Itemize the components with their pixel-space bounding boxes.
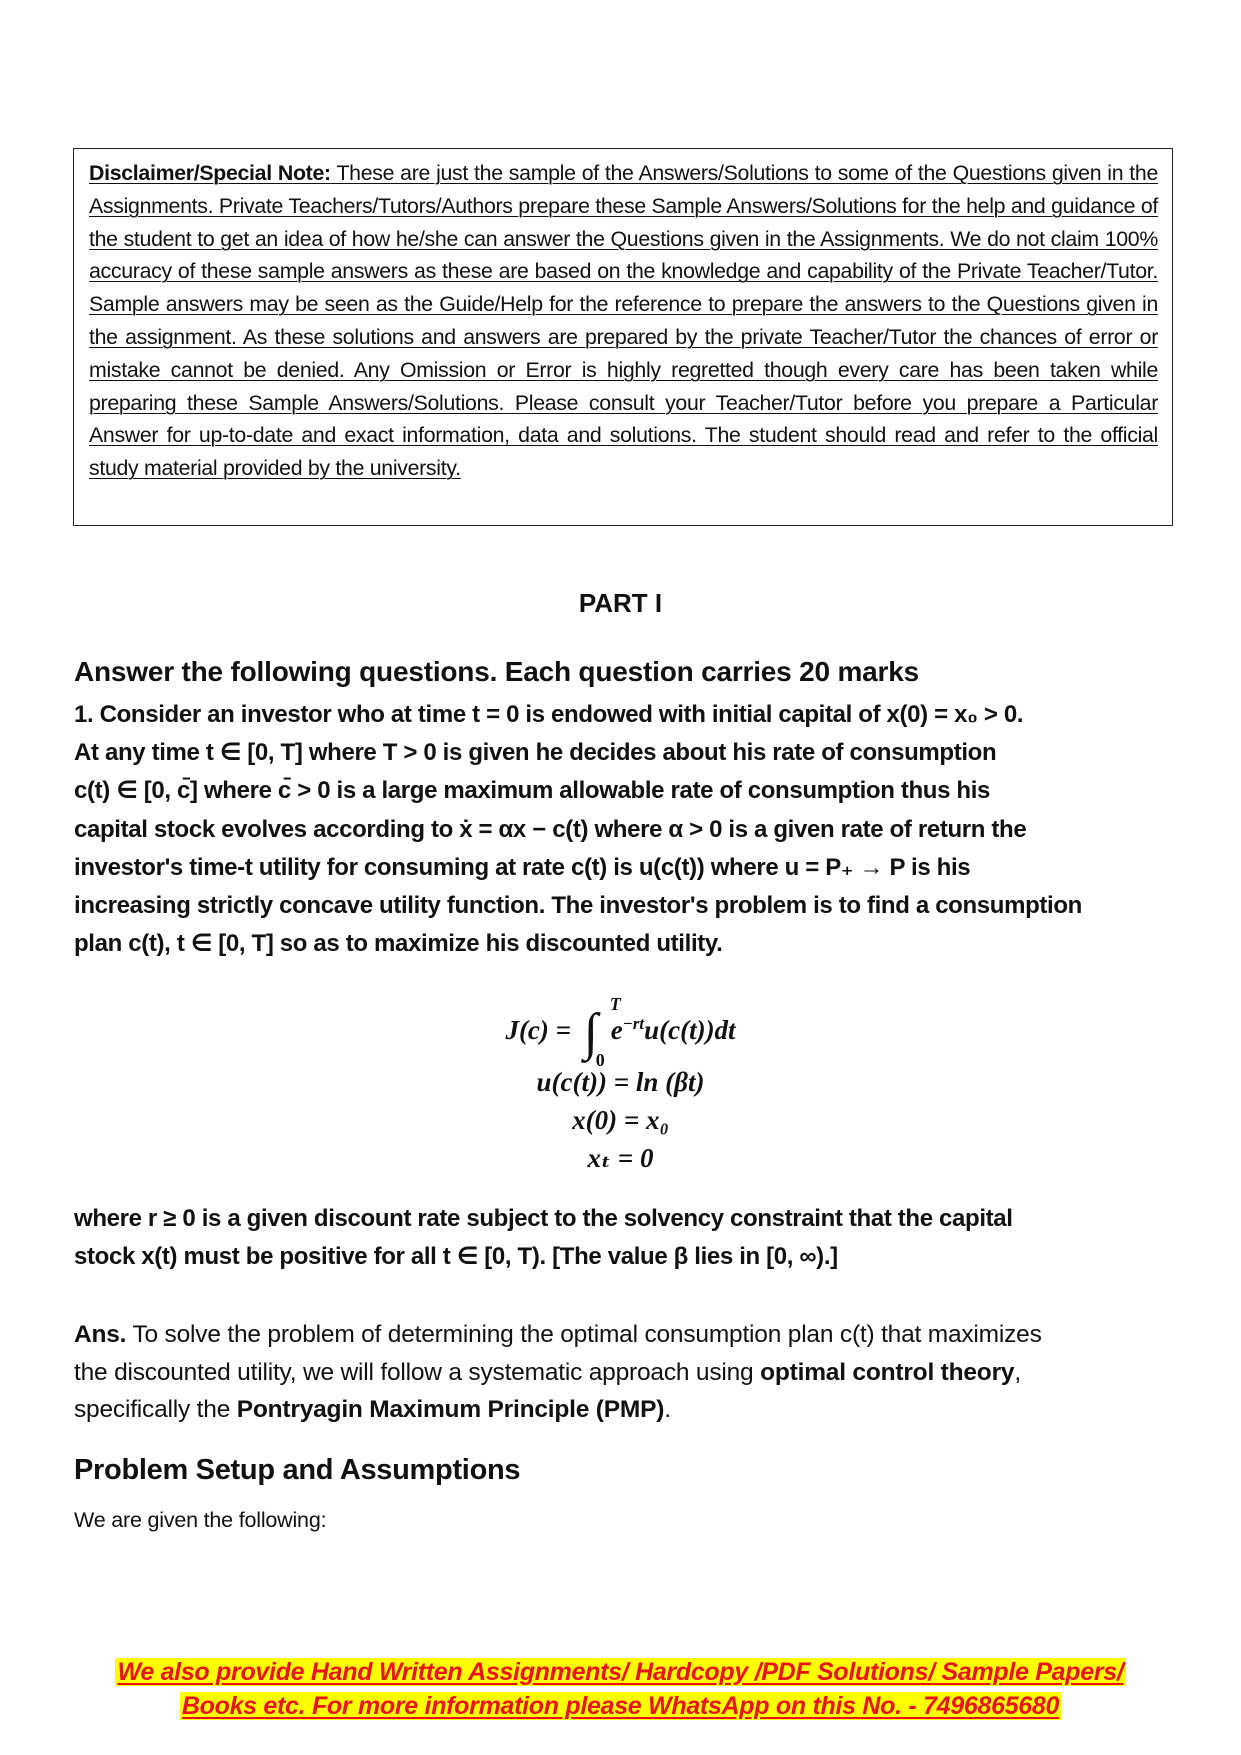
question-line: capital stock evolves according to ẋ = αx − c(t) where α > 0 is a given rate of return the — [74, 815, 1027, 843]
answer-emphasis: optimal control theory — [760, 1358, 1015, 1386]
constraint-text — [74, 1200, 1184, 1276]
promo-banner — [0, 1655, 1241, 1723]
question-line: plan c(t), t ∈ [0, T] so as to maximize his discounted utility. — [74, 930, 723, 958]
question-1 — [74, 696, 1184, 963]
question-line: investor's time-t utility for consuming at rate c(t) is u(c(t)) where u = P₊ → P is his — [74, 853, 971, 881]
question-line: 1. Consider an investor who at time t = 0 is endowed with initial capital of x(0) = x₀ > 0. — [74, 701, 1024, 728]
integral-upper-limit: T — [609, 993, 621, 1014]
disclaimer-label: Disclaimer/Special Note: — [89, 161, 331, 185]
constraint-line: where r ≥ 0 is a given discount rate subject to the solvency constraint that the capital — [74, 1205, 1013, 1232]
answer-text: . — [664, 1396, 671, 1424]
instructions-heading: Answer the following questions. Each question carries 20 marks — [74, 656, 919, 687]
equation-block — [0, 985, 1241, 1177]
answer-text: , — [1014, 1358, 1021, 1386]
answer-line — [74, 1354, 1184, 1392]
question-line: c(t) ∈ [0, c̄] where c̄ > 0 is a large maximum allowable rate of consumption thus his — [74, 777, 991, 805]
terminal-condition: xₜ = 0 — [587, 1143, 654, 1173]
answer-label: Ans. — [74, 1321, 127, 1348]
constraint-line: stock x(t) must be positive for all t ∈ [0, T). [The value β lies in [0, ∞).] — [74, 1243, 838, 1271]
promo-line: We also provide Hand Written Assignments/ Hardcopy /PDF Solutions/ Sample Papers/ — [117, 1658, 1124, 1686]
answer-line — [74, 1316, 1184, 1354]
integrand-base: e — [610, 1015, 623, 1045]
question-line: At any time t ∈ [0, T] where T > 0 is given he decides about his rate of consumption — [74, 739, 997, 767]
disclaimer-box — [73, 148, 1173, 526]
disclaimer-body: These are just the sample of the Answers/Solutions to some of the Questions given in the Assignments. Private Teachers/Tutors/Authors prepare these Sample Answers/Solutions for the help and guidance of the student to get an idea of how he/she can answer the Questions given in the Assignments. We do not claim 100% accuracy of these sample answers as these are based on the knowledge and capability of the Private Teacher/Tutor. Sample answers may be seen as the Guide/Help for the reference to prepare the answers to the Questions given in the assignment. As these solutions and answers are prepared by the private Teacher/Tutor the chances of error or mistake cannot be denied. Any Omission or Error is highly regretted though every care has been taken while preparing these Sample Answers/Solutions. Please consult your Teacher/Tutor before you prepare a Particular Answer for up-to-date and exact information, data and solutions. The student should read and refer to the official study material provided by the university. — [89, 161, 1159, 481]
answer-text: the discounted utility, we will follow a systematic approach using — [74, 1358, 761, 1386]
integrand-rest: u(c(t))dt — [644, 1015, 736, 1045]
promo-line: Books etc. For more information please WhatsApp on this No. - 7496865680 — [181, 1692, 1060, 1720]
integral-lower-limit: 0 — [595, 1049, 605, 1070]
answer-emphasis: Pontryagin Maximum Principle (PMP) — [236, 1396, 665, 1424]
answer-text: specifically the — [74, 1396, 237, 1424]
integrand-exponent: −rt — [622, 1014, 645, 1033]
utility-equation: u(c(t)) = ln (βt) — [536, 1067, 705, 1097]
section-heading: Problem Setup and Assumptions — [74, 1454, 521, 1486]
given-text: We are given the following: — [74, 1508, 327, 1532]
answer-text: To solve the problem of determining the optimal consumption plan c(t) that maximizes — [126, 1321, 1042, 1348]
part-title: PART I — [578, 588, 663, 618]
integral-sign: ∫ T 0 — [583, 993, 621, 1070]
initial-condition: x(0) = x₀ — [572, 1105, 669, 1135]
answer-paragraph — [74, 1316, 1184, 1429]
objective-equation — [0, 985, 1241, 1070]
question-line: increasing strictly concave utility function. The investor's problem is to find a consumption — [74, 892, 1082, 920]
objective-lhs: J(c) = — [505, 1015, 572, 1045]
disclaimer-text — [89, 157, 1158, 485]
answer-line — [74, 1391, 1184, 1429]
